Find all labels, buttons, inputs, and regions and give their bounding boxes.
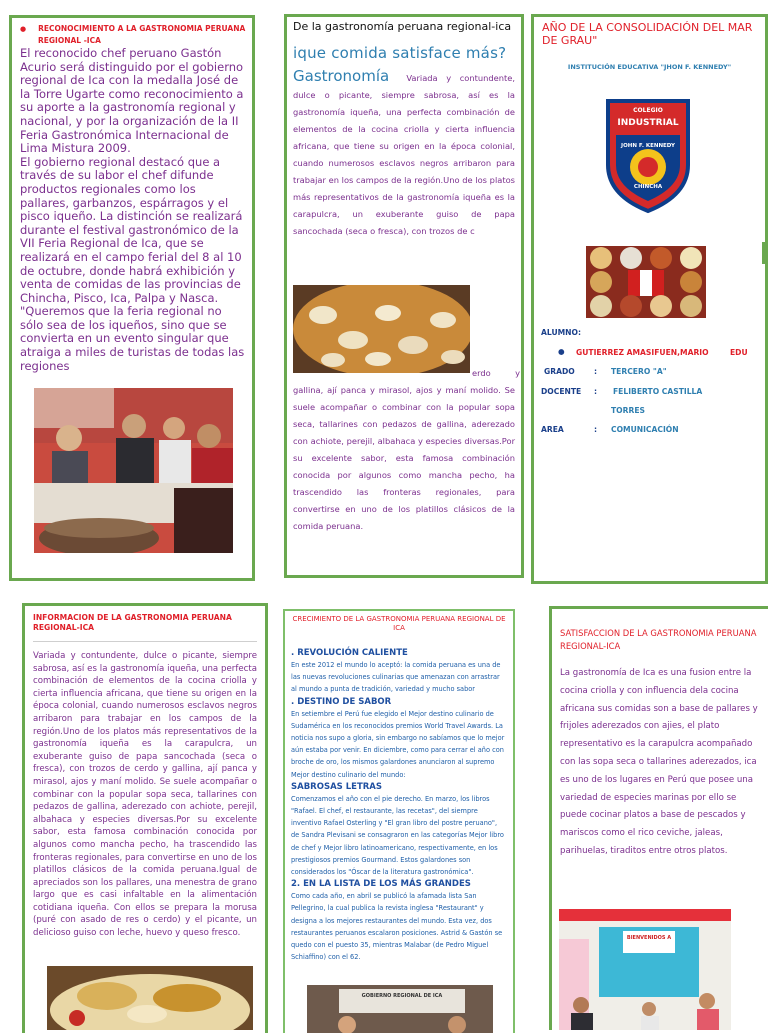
- docente-label: DOCENTE: [541, 387, 582, 396]
- grado-colon: :: [594, 367, 598, 376]
- docente-value-2: TORRES: [611, 406, 645, 415]
- panel-cover: [531, 14, 768, 584]
- panel5-heading: CRECIMIENTO DE LA GASTRONOMIA PERUANA REGIONAL DE ICA: [292, 615, 506, 632]
- panel3-heading: AÑO DE LA CONSOLIDACIÓN DEL MAR DE GRAU": [542, 21, 753, 47]
- dish-photo-bottom: [47, 966, 253, 1030]
- panel1-body: El reconocido chef peruano Gastón Acurio será distinguido por el gobierno regional de Ica con la medalla José de la Torre Ugarte como reconocimiento a su aporte a la gastronomía regional y nacional, y por la organización de la II Feria Gastronómica Internacional de Lima Mistura 2009. El gobierno regional destacó que a través de su labor el chef difunde productos regionales como los pallares, garbanzos, espárragos y el pisco iqueño. La distinción se realizará durante el festival gastronómico de la VII Feria Regional de Ica, que se realizará en el campo ferial del 8 al 10 de octubre, donde habrá exhibición y venta de comidas de las provincias de Chincha, Pisco, Ica, Palpa y Nasca. "Queremos que la feria regional no sólo sea de los iqueños, sino que se convierta en un evento singular que atraiga a miles de turistas de todas las regiones: [20, 46, 245, 373]
- alumno-name-suffix: EDU: [730, 348, 748, 357]
- edge-tab-marker: [762, 242, 768, 264]
- school-crest-icon: [604, 95, 692, 215]
- chef-crowd-photo: [34, 388, 233, 553]
- panel1-heading: ● RECONOCIMIENTO A LA GASTRONOMIA PERUANA REGIONAL -ICA: [20, 24, 246, 45]
- lead-word: Gastronomía: [293, 67, 390, 85]
- section-text: En setiembre el Perú fue elegido el Mejor destino culinario de Sudamérica en los reconocidos premios World Travel Awards. La noticia nos supo a gloria, sin embargo no sabíamos que lo mejor aún estaba por venir. En diciembre, como para cerrar el año con broche de oro, los mismos galardones anunciaron al supremo Mejor destino culinario del mundo:: [291, 709, 505, 779]
- section-title: SABROSAS LETRAS: [291, 781, 382, 792]
- gobierno-regional-photo: [307, 985, 493, 1033]
- alumno-name: GUTIERREZ AMASIFUEN,MARIO: [576, 348, 709, 357]
- panel-informacion: [22, 603, 268, 1033]
- panel6-body: La gastronomía de Ica es una fusion entre la cocina criolla y con influencia dela cocina africana sus comidas son a base de pallares y frijoles aderezados con ajies, el plato representativo es la carapulcra acompañado con las sopa seca o tallarines aderezados, ica es uno de los lugares en Perú que posee una variedad de especies marinas por ello se puede cocinar platos a base de pescados y mariscos como el rico ceviche, jaleas, parihuelas, tiraditos entre otros platos.: [560, 668, 758, 856]
- crest-ring-text: JOHN F. KENNEDY: [621, 143, 675, 149]
- peru-dishes-collage: [586, 246, 706, 318]
- alumno-label: ALUMNO:: [541, 328, 582, 337]
- crest-top-text: COLEGIO: [633, 107, 663, 114]
- alumno-bullet-icon: ●: [558, 347, 565, 356]
- stand-banner-text: BIENVENIDOS A: [626, 935, 672, 941]
- area-value: COMUNICACIÓN: [611, 425, 679, 434]
- panel-satisfaccion: [549, 606, 768, 1030]
- panel4-body: Variada y contundente, dulce o picante, siempre sabrosa, así es la gastronomía iqueña, una perfecta combinación de elementos de la cocina criolla y cierta influencia africana, que tiene su origen en la época colonial, cuando numerosos esclavos negros arribaron para trabajar en los campos de la región.Uno de los platos más representativos de la gastronomía iqueña es la carapulcra, un exuberante guiso de papa sancochada (seca o fresca), con trozos de cerdo y gallina, ají panca y mirasol, ajos y maní molido. Se suele acompañar o combinar con la popular sopa seca, tallarines con pedazos de gallina, aderezado con achiote, perejil, albahaca y especies diversas.Por su excelente sabor, esta famosa combinación conocida por algunos como mancha pecho, ha trascendido las fronteras regionales, para convertirse en uno de los platillos clásicos de la comida peruana.Igual de apreciados son los pallares, una menestra de grano largo que es casi infaltable en la alimentación cotidiana iqueña. Con ellos se prepara la morusa (puré con asado de res o cerdo) y el picante, un delicioso guiso con leche, huevo y queso fresco.: [33, 651, 257, 939]
- panel6-heading: SATISFACCION DE LA GASTRONOMIA PERUANA REGIONAL-ICA: [560, 628, 757, 651]
- grado-label: GRADO: [544, 367, 575, 376]
- panel2-side-text: erdo y: [472, 368, 520, 378]
- section-text: En este 2012 el mundo lo aceptó: la comida peruana es una de las nuevas revoluciones culinarias que amenazan con arrastrar al mundo a punta de tradición, variedad y mucho sabor: [291, 661, 501, 694]
- bullet-icon: ●: [20, 25, 27, 33]
- crest-city-text: CHINCHA: [633, 184, 663, 190]
- section-title: . DESTINO DE SABOR: [291, 696, 392, 707]
- food-dish-photo: [293, 285, 470, 373]
- panel2-body-bottom: gallina, ají panca y mirasol, ajos y maní molido. Se suele acompañar o combinar con la popular sopa seca, tallarines con pedazos de gallina, aderezado con achiote, perejil, albahaca y especies diversas.Por su excelente sabor, esta famosa combinación conocida por algunos como mancha pecho, ha trascendido las fronteras regionales, para convertirse en uno de los platillos clásicos de la comida peruana.: [293, 385, 515, 531]
- grado-value: TERCERO "A": [611, 367, 667, 376]
- panel4-heading: INFORMACION DE LA GASTRONOMIA PERUANA REGIONAL-ICA: [33, 613, 257, 642]
- panel-reconocimiento: [9, 15, 255, 581]
- panel-gastronomia: [284, 14, 524, 578]
- festival-stand-photo: [559, 909, 731, 1030]
- area-colon: :: [594, 425, 598, 434]
- section-title: . REVOLUCIÓN CALIENTE: [291, 648, 408, 658]
- photo-banner-text: GOBIERNO REGIONAL DE ICA: [361, 993, 443, 999]
- docente-value: FELIBERTO CASTILLA: [613, 387, 703, 396]
- section-text: Como cada año, en abril se publicó la afamada lista San Pellegrino, la cual publica la revista inglesa "Restaurant" y designa a los mejores restaurantes del mundo. Esta vez, dos restaurantes peruanos escalaron posiciones. Astrid & Gastón se quedo con el puesto 35, mientras Malabar (de Pedro Miguel Schiaffino) con el 62.: [291, 892, 503, 962]
- section-text: Comenzamos el año con el pie derecho. En marzo, los libros "Rafael. El chef, el restaurante, las recetas", del siempre inventivo Rafael Osterling y "El gran libro del postre peruano", de Sandra Plevisani se consagraron en las categorías Mejor libro de chef y Mejor libro latinoamericano, respectivamente, en los prestigiosos premios Gourmand. Estos galardones son considerados los "Óscar de la literatura gastronómica".: [291, 794, 504, 877]
- crest-main-text: INDUSTRIAL: [617, 118, 679, 128]
- section-title: 2. EN LA LISTA DE LOS MÁS GRANDES: [291, 879, 471, 890]
- panel2-body-top: Gastronomía Variada y contundente, dulce o picante, siempre sabrosa, así es la gastronomía iqueña, una perfecta combinación de elementos de la cocina criolla y cierta influencia africana, que tiene su origen en la época colonial, cuando numerosos esclavos negros arribaron para trabajar en los campos de la región.Uno de los platos más representativos de la gastronomía iqueña es la carapulcra, un exuberante guiso de papa sancochada (seca o fresca), con trozos de c: [293, 67, 515, 236]
- panel2-question: ique comida satisface más?: [293, 44, 507, 62]
- institution-name: INSTITUCIÓN EDUCATIVA "JHON F. KENNEDY": [567, 63, 732, 71]
- area-label: AREA: [541, 425, 564, 434]
- panel-crecimiento: [283, 609, 515, 1033]
- panel2-title: De la gastronomía peruana regional-ica: [293, 20, 512, 33]
- docente-colon: :: [594, 387, 598, 396]
